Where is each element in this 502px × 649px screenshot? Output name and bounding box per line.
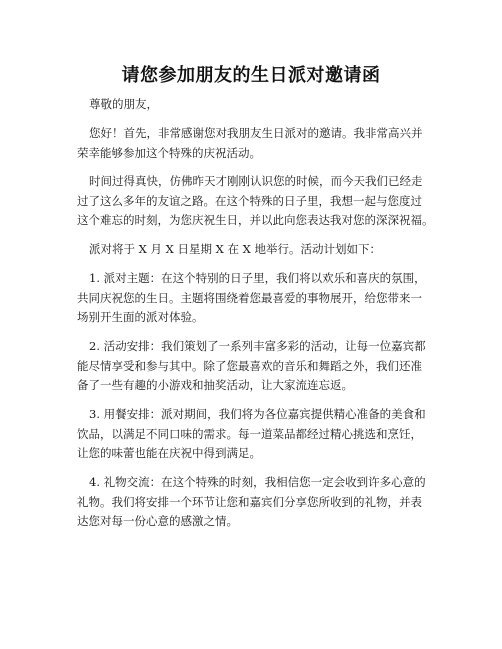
text-line: 2. 活动安排：我们策划了一系列丰富多彩的活动，让每一位嘉宾都 [89, 339, 426, 353]
text-line: 能尽情享受和参与其中。除了您最喜欢的音乐和舞蹈之外，我们还准 [77, 358, 422, 373]
paragraph-theme [77, 269, 437, 328]
text-line: 1. 派对主题：在这个特别的日子里，我们将以欢乐和喜庆的氛围， [89, 271, 426, 285]
paragraph-thanks [77, 124, 437, 163]
text-line: 3. 用餐安排：派对期间，我们将为各位嘉宾提供精心准备的美食和 [89, 407, 426, 421]
text-line: 共同庆祝您的生日。主题将围绕着您最喜爱的事物展开，给您带来一 [77, 290, 422, 305]
text-line: 饮品，以满足不同口味的需求。每一道菜品都经过精心挑选和烹饪， [77, 426, 422, 441]
text-line: 备了一些有趣的小游戏和抽奖活动，让大家流连忘返。 [77, 378, 353, 392]
text-line: 荣幸能够参加这个特殊的庆祝活动。 [77, 145, 261, 160]
text-line: 您好！首先，非常感谢您对我朋友生日派对的邀请。我非常高兴并 [89, 126, 423, 140]
text-line: 时间过得真快，仿佛昨天才刚刚认识您的时候，而今天我们已经走 [89, 174, 423, 188]
greeting-line: 尊敬的朋友， [89, 97, 158, 111]
paragraph-party-info [77, 240, 437, 260]
paragraph-activities [77, 337, 437, 396]
paragraph-gifts [77, 473, 437, 532]
text-line: 礼物。我们将安排一个环节让您和嘉宾们分享您所收到的礼物，并表 [77, 494, 422, 509]
greeting [77, 95, 437, 115]
paragraph-friendship [77, 172, 437, 231]
text-line: 4. 礼物交流：在这个特殊的时刻，我相信您一定会收到许多心意的 [89, 475, 426, 489]
text-line: 这个难忘的时刻，为您庆祝生日，并以此向您表达我对您的深深祝福。 [77, 213, 434, 227]
text-line: 让您的味蕾也能在庆祝中得到满足。 [77, 446, 261, 460]
text-line: 过了这么多年的友谊之路。在这个特殊的日子里，我想一起与您度过 [77, 193, 422, 208]
paragraph-dining [77, 405, 437, 464]
text-line: 场别开生面的派对体验。 [77, 310, 204, 324]
document-title: 请您参加朋友的生日派对邀请函 [121, 65, 381, 86]
text-line: 达您对每一份心意的感激之情。 [77, 514, 238, 528]
text-line: 派对将于 X 月 X 日星期 X 在 X 地举行。活动计划如下： [89, 242, 381, 256]
